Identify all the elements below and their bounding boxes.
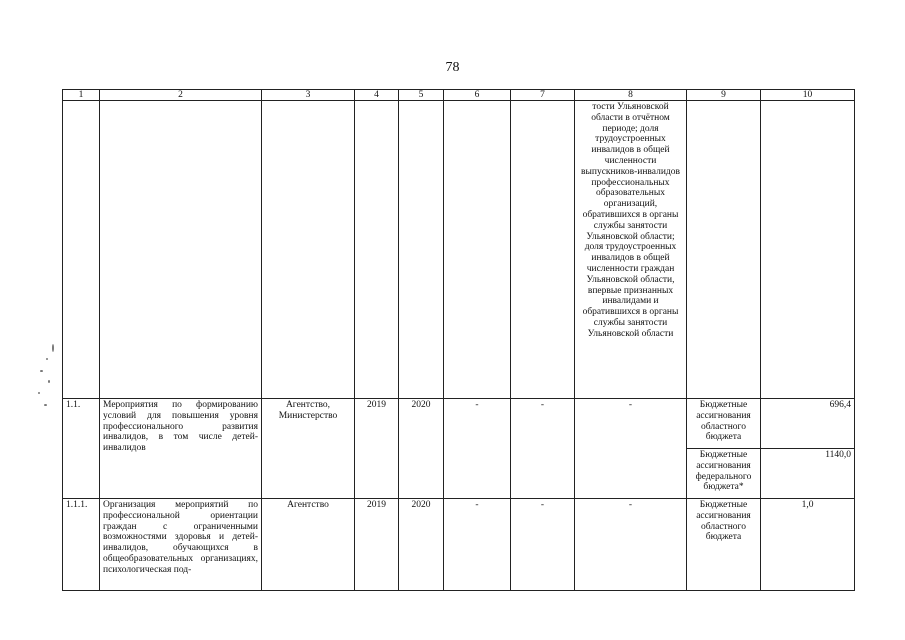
end-year: 2020: [399, 399, 444, 499]
header-cell-2: 2: [100, 90, 262, 101]
col8-value: -: [575, 399, 687, 499]
funding-amount: 1,0: [761, 499, 855, 591]
funding-source: Бюджетные ассигнования областного бюджета: [687, 399, 761, 449]
header-cell-8: 8: [575, 90, 687, 101]
col8-value: -: [575, 499, 687, 591]
header-cell-9: 9: [687, 90, 761, 101]
header-cell-5: 5: [399, 90, 444, 101]
executor: Агентство, Министерство: [262, 399, 355, 499]
end-year: 2020: [399, 499, 444, 591]
header-cell-6: 6: [444, 90, 511, 101]
funding-amount: 696,4: [761, 399, 855, 449]
margin-scan-marks: [34, 340, 60, 420]
measure-name: Организация мероприятий по профессиональной ориентации граждан с ограниченными возможностями здоровья и детей-инвалидов, обучающихся в общеобразовательных организациях, психологическая под-: [100, 499, 262, 591]
header-cell-3: 3: [262, 90, 355, 101]
page-number: 78: [445, 60, 460, 75]
header-row: [63, 90, 855, 101]
funding-amount: 1140,0: [761, 449, 855, 499]
col7-value: -: [511, 499, 575, 591]
empty-cell: [100, 101, 262, 399]
empty-cell: [399, 101, 444, 399]
col6-value: -: [444, 499, 511, 591]
empty-cell: [761, 101, 855, 399]
program-table: [62, 89, 855, 591]
empty-cell: [262, 101, 355, 399]
col6-value: -: [444, 399, 511, 499]
col7-value: -: [511, 399, 575, 499]
row-number: 1.1.1.: [63, 499, 100, 591]
measure-name: Мероприятия по формированию условий для повышения уровня профессионального развития инвалидов, в том числе детей-инвалидов: [100, 399, 262, 499]
start-year: 2019: [355, 399, 399, 499]
executor: Агентство: [262, 499, 355, 591]
header-cell-4: 4: [355, 90, 399, 101]
empty-cell: [63, 101, 100, 399]
table-row: [63, 499, 855, 591]
funding-source: Бюджетные ассигнования областного бюджета: [687, 499, 761, 591]
empty-cell: [687, 101, 761, 399]
indicator-continuation-text: тости Ульяновской области в отчётном периоде; доля трудоустроенных инвалидов в общей численности выпускников-инвалидов профессиональных образовательных организаций, обратившихся в органы службы занятости Ульяновской области; доля трудоустроенных инвалидов в общей численности граждан Ульяновской области, впервые признанных инвалидами и обратившихся в органы службы занятости Ульяновской области: [575, 101, 687, 399]
table-row: [63, 399, 855, 449]
funding-source: Бюджетные ассигнования федерального бюджета*: [687, 449, 761, 499]
empty-cell: [444, 101, 511, 399]
empty-cell: [511, 101, 575, 399]
header-cell-1: 1: [63, 90, 100, 101]
start-year: 2019: [355, 499, 399, 591]
row-number: 1.1.: [63, 399, 100, 499]
header-cell-7: 7: [511, 90, 575, 101]
continuation-row: [63, 101, 855, 399]
header-cell-10: 10: [761, 90, 855, 101]
empty-cell: [355, 101, 399, 399]
